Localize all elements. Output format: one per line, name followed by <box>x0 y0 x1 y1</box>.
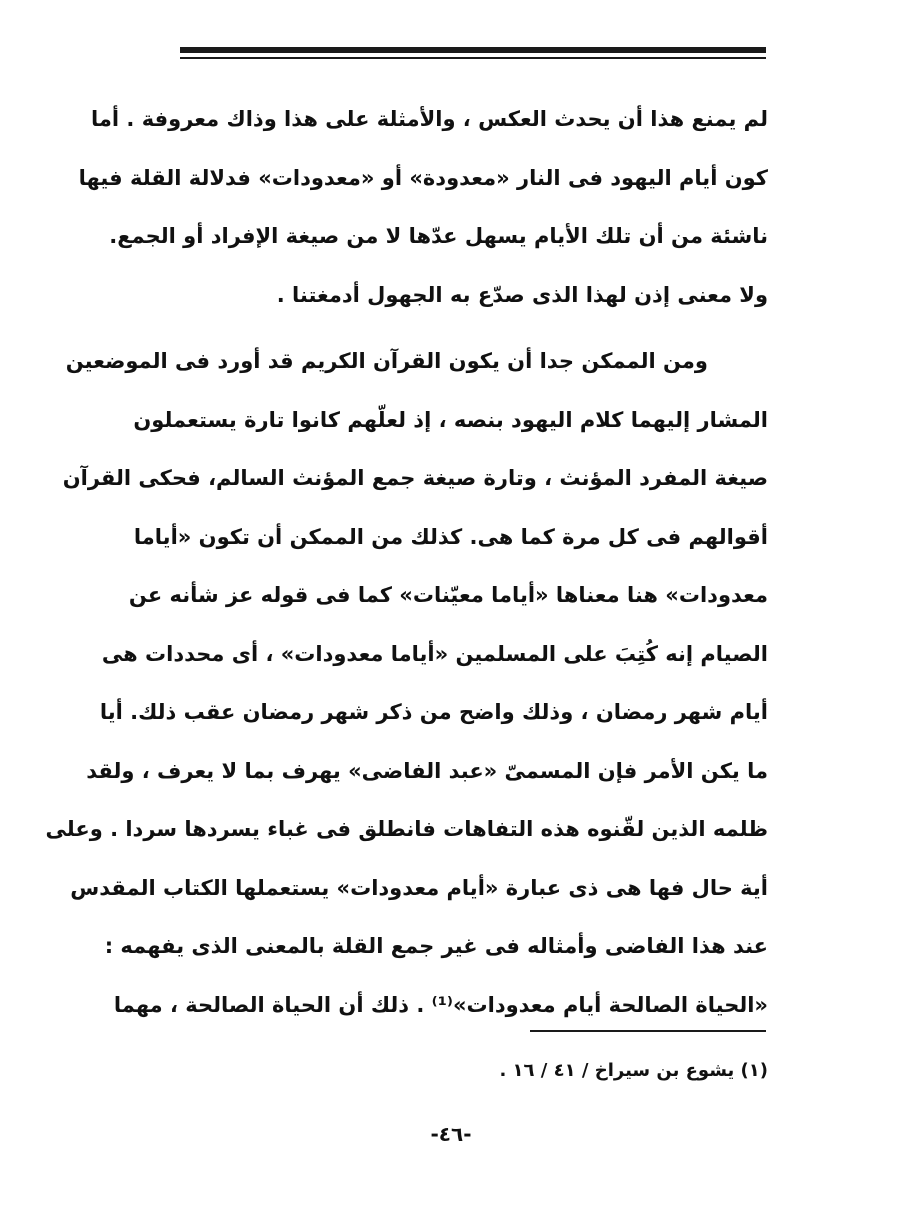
text-line: صيغة المفرد المؤنث ، وتارة صيغة جمع المؤنث السالم، فحكى القرآن <box>62 466 768 490</box>
text-line: أيام شهر رمضان ، وذلك واضح من ذكر شهر رمضان عقب ذلك. أيا <box>99 700 768 724</box>
text-line: عند هذا الفاضى وأمثاله فى غير جمع القلة بالمعنى الذى يفهمه : <box>104 934 768 958</box>
page-number: -٤٦- <box>430 1122 472 1146</box>
header-rule-thin <box>180 57 766 59</box>
text-line: «الحياة الصالحة أيام معدودات»⁽¹⁾ . ذلك أن الحياة الصالحة ، مهما <box>113 992 768 1017</box>
footnote: (١) يشوع بن سيراخ / ٤١ / ١٦ . <box>499 1060 768 1081</box>
text-line: ما يكن الأمر فإن المسمىّ «عبد الفاضى» يهرف بما لا يعرف ، ولقد <box>86 758 768 783</box>
body-text <box>45 90 768 1034</box>
text-line: ولا معنى إذن لهذا الذى صدّع به الجهول أدمغتنا . <box>276 282 768 307</box>
text-line: لم يمنع هذا أن يحدث العكس ، والأمثلة على هذا وذاك معروفة . أما <box>91 107 768 131</box>
text-line: الصيام إنه كُتِبَ على المسلمين «أياما معدودات» ، أى محددات هى <box>101 641 768 666</box>
text-line: أقوالهم فى كل مرة كما هى. كذلك من الممكن أن تكون «أياما <box>133 524 768 549</box>
text-line: ظلمه الذين لقّنوه هذه التفاهات فانطلق فى غباء يسردها سردا . وعلى <box>45 817 768 841</box>
paragraph-gap <box>168 324 768 332</box>
text-line: المشار إليهما كلام اليهود بنصه ، إذ لعلّهم كانوا تارة يستعملون <box>133 407 768 432</box>
text-line: ناشئة من أن تلك الأيام يسهل عدّها لا من صيغة الإفراد أو الجمع. <box>109 224 768 248</box>
text-line: أية حال فها هى ذى عبارة «أيام معدودات» يستعملها الكتاب المقدس <box>70 875 768 900</box>
header-rule-thick <box>180 47 766 53</box>
footnote-rule <box>530 1030 766 1032</box>
text-line: ومن الممكن جدا أن يكون القرآن الكريم قد أورد فى الموضعين <box>65 349 708 373</box>
text-line: كون أيام اليهود فى النار «معدودة» أو «معدودات» فدلالة القلة فيها <box>78 165 768 190</box>
text-line: معدودات» هنا معناها «أياما معيّنات» كما فى قوله عز شأنه عن <box>128 583 768 607</box>
